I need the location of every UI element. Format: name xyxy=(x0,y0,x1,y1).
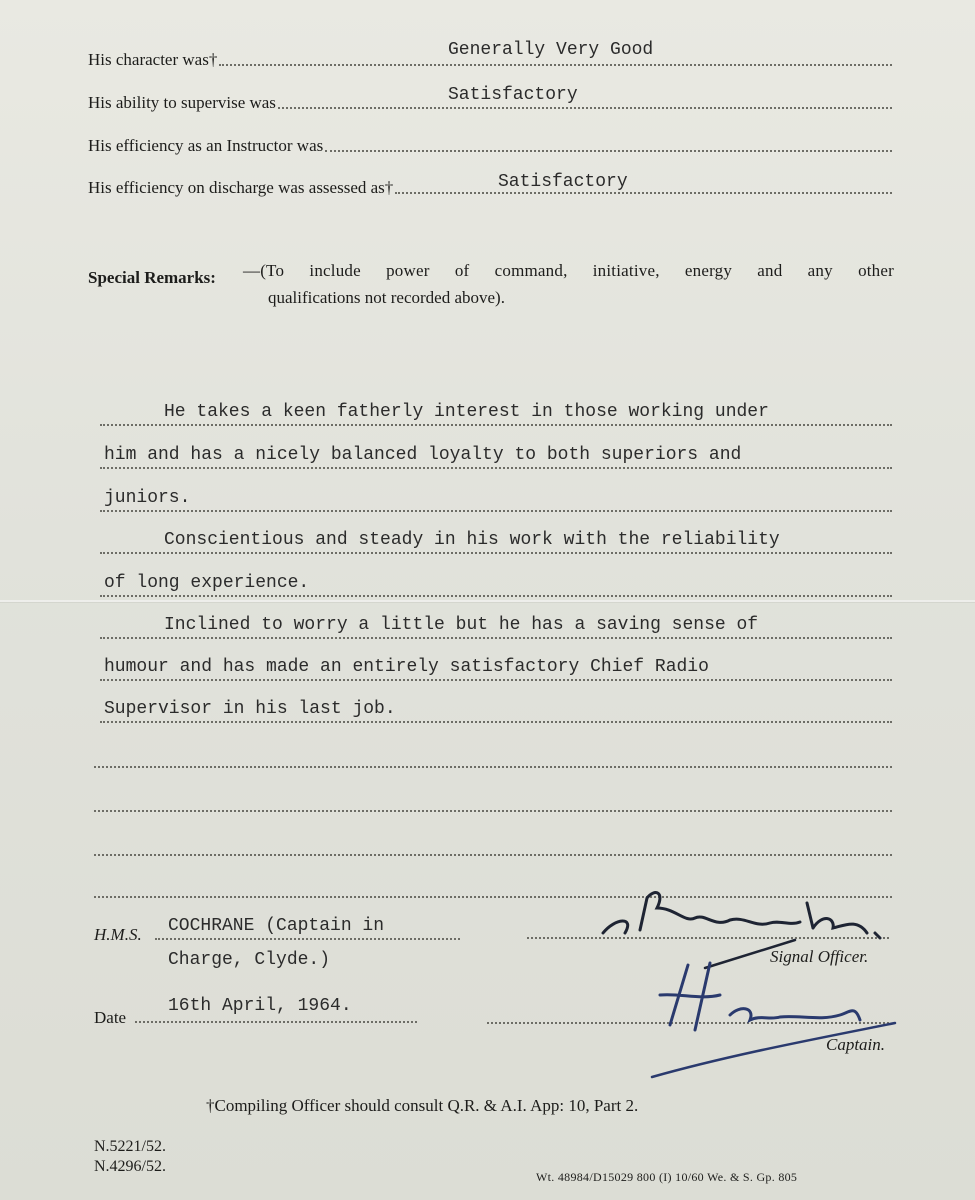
character-label: His character was† xyxy=(88,50,218,69)
date-dotted-line xyxy=(135,1021,417,1023)
date-value: 16th April, 1964. xyxy=(168,996,352,1016)
character-value: Generally Very Good xyxy=(448,40,654,60)
dotted-rule xyxy=(100,550,892,554)
ship-name-line1: COCHRANE (Captain in xyxy=(168,916,385,936)
remark-text: him and has a nicely balanced loyalty to both superiors and xyxy=(104,445,742,465)
remark-line xyxy=(100,443,892,473)
ship-label: H.M.S. xyxy=(94,925,142,944)
ship-name-line2: Charge, Clyde.) xyxy=(168,950,331,970)
remark-line xyxy=(94,742,892,772)
form-number-1: N.5221/52. xyxy=(94,1138,166,1155)
signal-officer-signature xyxy=(595,878,895,958)
discharge-value: Satisfactory xyxy=(498,172,628,192)
discharge-row xyxy=(88,168,892,198)
supervise-dotted-line xyxy=(278,105,892,109)
remark-text: of long experience. xyxy=(104,573,310,593)
discharge-dotted-line xyxy=(395,190,892,194)
remark-text: Supervisor in his last job. xyxy=(104,699,396,719)
dotted-rule xyxy=(100,719,892,723)
dotted-rule xyxy=(100,593,892,597)
instructor-label: His efficiency as an Instructor was xyxy=(88,136,324,155)
remark-line xyxy=(100,486,892,516)
date-label: Date xyxy=(94,1008,127,1027)
ship-dotted-line xyxy=(155,938,460,940)
dotted-rule xyxy=(100,677,892,681)
captain-label: Captain. xyxy=(826,1035,886,1054)
special-remarks-instruction-2: qualifications not recorded above). xyxy=(268,288,505,307)
supervise-label: His ability to supervise was xyxy=(88,93,276,112)
character-dotted-line xyxy=(219,62,892,66)
remark-line xyxy=(100,655,892,685)
print-code: Wt. 48984/D15029 800 (I) 10/60 We. & S. Gp. 805 xyxy=(536,1170,798,1184)
discharge-label: His efficiency on discharge was assessed as† xyxy=(88,178,394,197)
remark-line xyxy=(100,613,892,643)
remark-text: juniors. xyxy=(104,488,191,508)
dotted-rule xyxy=(100,422,892,426)
dotted-rule xyxy=(100,508,892,512)
form-number-2: N.4296/52. xyxy=(94,1158,166,1175)
dotted-rule xyxy=(100,465,892,469)
special-remarks-title: Special Remarks: xyxy=(88,268,216,287)
supervise-value: Satisfactory xyxy=(448,85,578,105)
remark-text: Inclined to worry a little but he has a saving sense of xyxy=(164,615,759,635)
supervise-row xyxy=(88,83,892,113)
remark-line xyxy=(100,528,892,558)
compiling-officer-note: †Compiling Officer should consult Q.R. & A.I. App: 10, Part 2. xyxy=(206,1096,639,1115)
dotted-rule xyxy=(94,764,892,768)
character-row xyxy=(88,40,892,70)
remark-text: humour and has made an entirely satisfactory Chief Radio xyxy=(104,657,709,677)
remark-text: He takes a keen fatherly interest in those working under xyxy=(164,402,769,422)
remark-line xyxy=(100,571,892,601)
instructor-dotted-line xyxy=(325,148,892,152)
remark-line xyxy=(94,786,892,816)
remark-line xyxy=(94,830,892,860)
dotted-rule xyxy=(100,635,892,639)
dotted-rule xyxy=(94,852,892,856)
dotted-rule xyxy=(94,808,892,812)
remark-text: Conscientious and steady in his work with the reliability xyxy=(164,530,780,550)
special-remarks-instruction-1: —(To include power of command, initiative, energy and any other xyxy=(243,261,894,280)
remark-line xyxy=(100,697,892,727)
signal-officer-label: Signal Officer. xyxy=(770,947,869,966)
remark-line xyxy=(100,400,892,430)
instructor-row xyxy=(88,126,892,156)
captain-signature xyxy=(650,955,910,1085)
